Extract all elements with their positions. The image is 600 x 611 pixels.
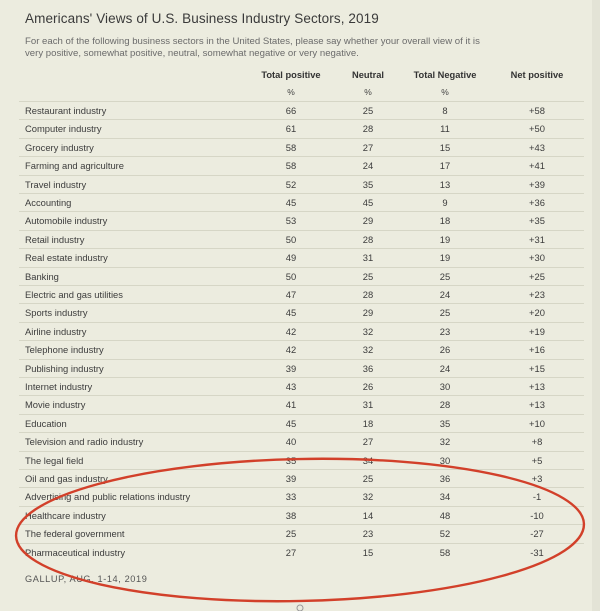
cell-net: -10 xyxy=(530,509,544,521)
cell-net: +5 xyxy=(531,454,543,466)
cell-net: -1 xyxy=(532,491,542,503)
table-row xyxy=(19,487,584,506)
sector-name: Oil and gas industry xyxy=(25,473,108,484)
cell-neutral: 26 xyxy=(362,381,374,392)
cell-net: -27 xyxy=(530,528,544,540)
column-header-net-positive: Net positive xyxy=(510,70,564,80)
sector-name: Internet industry xyxy=(25,381,93,392)
cell-net: +25 xyxy=(529,270,545,282)
cell-positive: 50 xyxy=(285,270,297,282)
cell-neutral: 27 xyxy=(362,141,374,153)
cell-net: +10 xyxy=(529,417,545,429)
cell-positive: 27 xyxy=(285,546,297,558)
table-row xyxy=(19,524,584,543)
cell-positive: 58 xyxy=(285,160,297,172)
cell-negative: 28 xyxy=(439,399,451,411)
sector-name: Retail industry xyxy=(25,233,85,245)
cell-positive: 38 xyxy=(285,509,297,521)
cell-neutral: 45 xyxy=(362,197,374,208)
cell-neutral: 31 xyxy=(362,399,374,411)
table-row xyxy=(19,101,584,120)
cell-positive: 42 xyxy=(285,344,297,356)
cell-neutral: 31 xyxy=(362,252,374,264)
cell-net: +13 xyxy=(529,381,545,392)
column-unit-total-negative: % xyxy=(441,87,449,97)
sector-name: Computer industry xyxy=(25,123,102,135)
sector-name: Farming and agriculture xyxy=(25,160,125,172)
cell-neutral: 18 xyxy=(362,417,374,429)
column-header-total-positive: Total positive xyxy=(261,70,321,80)
cell-neutral: 23 xyxy=(362,528,374,540)
sector-name: Publishing industry xyxy=(25,362,104,374)
cell-net: +13 xyxy=(529,399,545,411)
cell-neutral: 28 xyxy=(362,233,374,245)
cell-neutral: 15 xyxy=(362,546,374,558)
cell-net: +20 xyxy=(529,307,545,319)
table-row xyxy=(19,414,584,433)
sector-name: Movie industry xyxy=(25,399,86,411)
table-row xyxy=(19,506,584,525)
cell-net: +50 xyxy=(529,123,545,135)
cell-negative: 24 xyxy=(439,289,451,300)
question-text: For each of the following business sectors in the United States, please say whether your overall view of it is very positive, somewhat positive, neutral, somewhat negative or very negative. xyxy=(25,36,480,59)
cell-net: +3 xyxy=(531,473,543,484)
cell-positive: 61 xyxy=(285,123,297,135)
cell-net: +19 xyxy=(529,325,545,337)
cell-neutral: 35 xyxy=(362,178,374,190)
sector-name: Travel industry xyxy=(25,178,87,190)
cell-net: +31 xyxy=(529,233,545,245)
cell-negative: 26 xyxy=(439,344,451,356)
table-row xyxy=(19,138,584,157)
cell-net: +41 xyxy=(529,160,545,172)
cell-neutral: 32 xyxy=(362,491,374,503)
table-row xyxy=(19,230,584,249)
table-row xyxy=(19,193,584,212)
cell-net: +35 xyxy=(529,215,545,227)
cell-positive: 41 xyxy=(285,399,297,411)
table-row xyxy=(19,303,584,322)
table-row xyxy=(19,175,584,194)
cell-neutral: 24 xyxy=(362,160,374,172)
cell-net: +15 xyxy=(529,362,545,374)
cell-negative: 8 xyxy=(442,105,448,116)
cell-neutral: 25 xyxy=(362,473,374,484)
table-row xyxy=(19,267,584,286)
cell-neutral: 29 xyxy=(362,215,374,227)
cell-negative: 18 xyxy=(439,215,451,227)
sector-name: Restaurant industry xyxy=(25,105,107,116)
cell-net: +16 xyxy=(529,344,545,356)
table-row xyxy=(19,395,584,414)
cell-positive: 58 xyxy=(285,141,297,153)
cell-neutral: 34 xyxy=(362,454,374,466)
column-unit-total-positive: % xyxy=(287,87,295,97)
cell-net: +43 xyxy=(529,141,545,153)
table-row xyxy=(19,451,584,470)
chart-card xyxy=(14,0,592,611)
cell-net: +30 xyxy=(529,252,545,264)
table-row xyxy=(19,377,584,396)
table-row xyxy=(19,285,584,304)
sector-name: Healthcare industry xyxy=(25,509,106,521)
table-row xyxy=(19,211,584,230)
cell-negative: 58 xyxy=(439,546,451,558)
sector-name: Automobile industry xyxy=(25,215,108,227)
cell-positive: 40 xyxy=(285,436,297,448)
sector-name: The federal government xyxy=(25,528,125,540)
table-row xyxy=(19,543,584,562)
column-header-total-negative: Total Negative xyxy=(413,70,477,80)
sector-name: Airline industry xyxy=(25,325,87,337)
cell-positive: 39 xyxy=(285,362,297,374)
cell-net: +23 xyxy=(529,289,545,300)
cell-negative: 25 xyxy=(439,270,451,282)
table-row xyxy=(19,359,584,378)
cell-negative: 23 xyxy=(439,325,451,337)
cell-negative: 32 xyxy=(439,436,451,448)
sector-name: Sports industry xyxy=(25,307,88,319)
table-row xyxy=(19,119,584,138)
cell-negative: 11 xyxy=(440,123,450,135)
cell-positive: 42 xyxy=(285,325,297,337)
cell-net: +8 xyxy=(531,436,543,448)
sector-name: Advertising and public relations industry xyxy=(25,491,191,503)
sector-name: Accounting xyxy=(25,197,72,208)
cell-positive: 50 xyxy=(285,233,297,245)
sector-name: Banking xyxy=(25,270,59,282)
sector-name: Real estate industry xyxy=(25,252,108,264)
cell-positive: 45 xyxy=(285,197,297,208)
cell-positive: 45 xyxy=(285,307,297,319)
table-row xyxy=(19,248,584,267)
cell-negative: 30 xyxy=(439,381,451,392)
sector-name: Pharmaceutical industry xyxy=(25,546,126,558)
table-row xyxy=(19,432,584,451)
cell-neutral: 32 xyxy=(362,325,374,337)
source-footer: GALLUP, AUG. 1-14, 2019 xyxy=(25,574,148,584)
cell-negative: 48 xyxy=(439,509,451,521)
cell-positive: 43 xyxy=(285,381,297,392)
cell-net: +39 xyxy=(529,178,545,190)
cell-positive: 45 xyxy=(285,417,297,429)
column-header-neutral: Neutral xyxy=(351,70,385,80)
cell-net: -31 xyxy=(530,546,544,558)
cell-negative: 15 xyxy=(439,141,451,153)
cell-negative: 34 xyxy=(439,491,451,503)
cell-negative: 13 xyxy=(439,178,451,190)
cell-neutral: 32 xyxy=(362,344,374,356)
sector-name: Education xyxy=(25,417,67,429)
cell-negative: 36 xyxy=(439,473,451,484)
cell-positive: 25 xyxy=(285,528,297,540)
sector-name: Telephone industry xyxy=(25,344,104,356)
sector-name: Television and radio industry xyxy=(25,436,144,448)
cell-negative: 9 xyxy=(442,197,448,208)
cell-positive: 66 xyxy=(285,105,297,116)
table-row xyxy=(19,340,584,359)
sector-name: Grocery industry xyxy=(25,141,94,153)
table-row xyxy=(19,469,584,488)
cell-neutral: 27 xyxy=(362,436,374,448)
page-edge xyxy=(592,0,600,611)
cell-neutral: 25 xyxy=(362,105,374,116)
cell-positive: 49 xyxy=(285,252,297,264)
cell-positive: 47 xyxy=(285,289,297,300)
column-unit-neutral: % xyxy=(364,87,372,97)
cell-neutral: 28 xyxy=(362,289,374,300)
cell-negative: 19 xyxy=(439,233,451,245)
cell-positive: 52 xyxy=(285,178,297,190)
cell-neutral: 29 xyxy=(362,307,374,319)
cell-net: +36 xyxy=(529,197,545,208)
cell-net: +58 xyxy=(529,105,545,116)
cell-neutral: 25 xyxy=(362,270,374,282)
cell-negative: 24 xyxy=(439,362,451,374)
cell-positive: 35 xyxy=(285,454,297,466)
page-title: Americans' Views of U.S. Business Industry Sectors, 2019 xyxy=(25,11,379,26)
cell-negative: 19 xyxy=(439,252,451,264)
cell-negative: 25 xyxy=(439,307,451,319)
cell-positive: 33 xyxy=(285,491,297,503)
sector-name: Electric and gas utilities xyxy=(25,289,123,300)
cell-neutral: 14 xyxy=(362,509,374,521)
cell-neutral: 36 xyxy=(362,362,374,374)
cell-negative: 17 xyxy=(439,160,451,172)
cell-positive: 39 xyxy=(285,473,297,484)
cell-negative: 35 xyxy=(439,417,451,429)
cell-positive: 53 xyxy=(285,215,297,227)
cell-neutral: 28 xyxy=(362,123,374,135)
table-row xyxy=(19,156,584,175)
cell-negative: 30 xyxy=(439,454,451,466)
cell-negative: 52 xyxy=(439,528,451,540)
table-row xyxy=(19,322,584,341)
sector-name: The legal field xyxy=(25,454,84,466)
